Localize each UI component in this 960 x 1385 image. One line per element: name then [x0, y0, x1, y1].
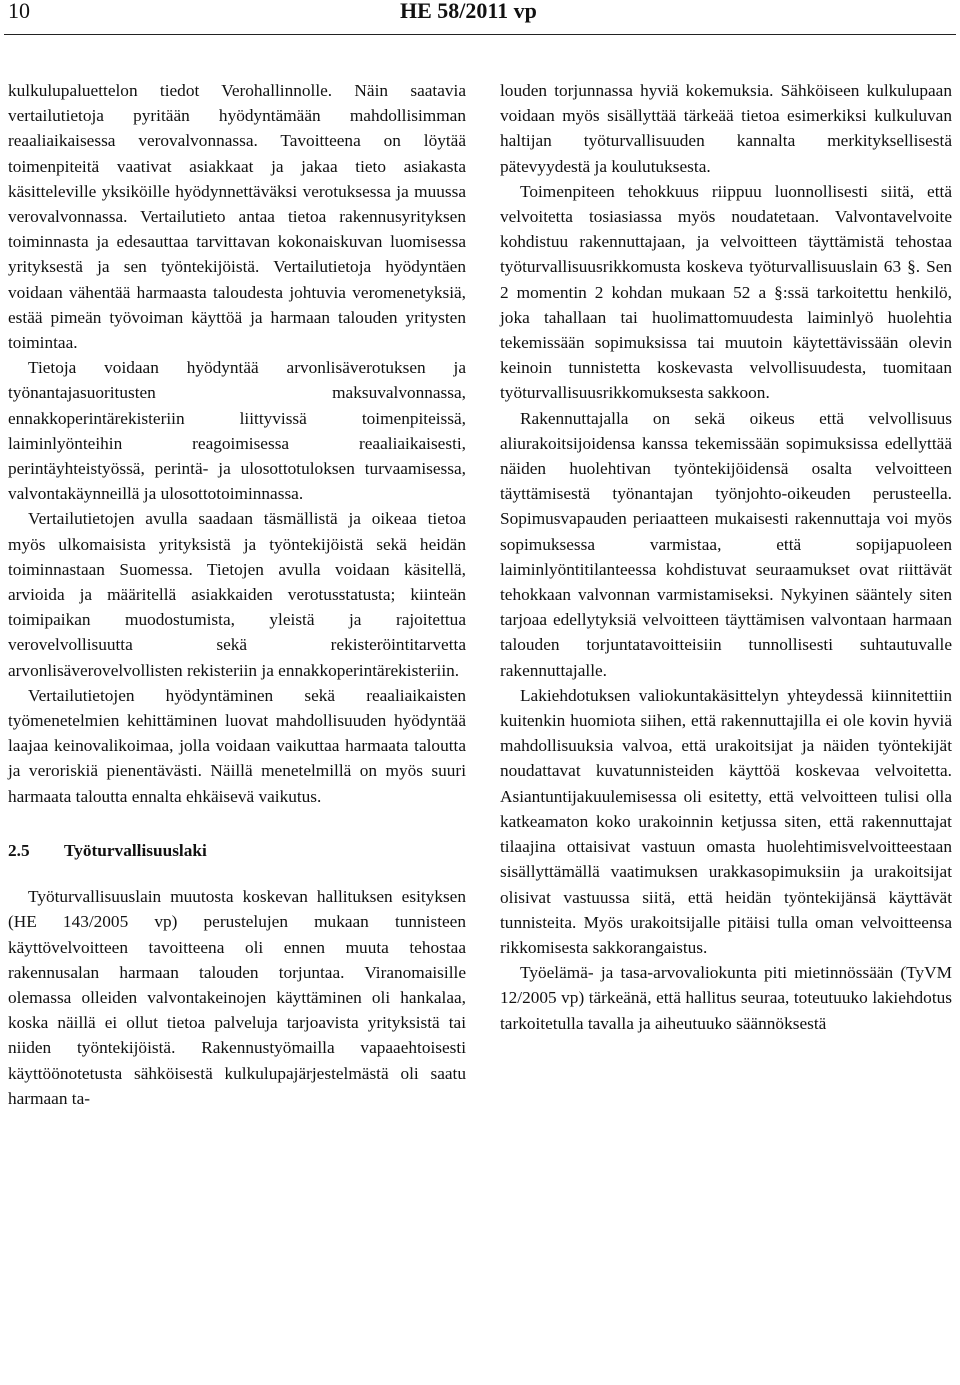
- document-id: HE 58/2011 vp: [400, 0, 537, 23]
- paragraph: Työelämä- ja tasa-arvovaliokunta piti mietinnössään (TyVM 12/2005 vp) tärkeänä, että hallitus seuraa, toteutuuko lakiehdotus tarkoitetulla tavalla ja aiheutuuko säännöksestä: [500, 963, 952, 1033]
- paragraph: Työturvallisuuslain muutosta koskevan hallituksen esityksen (HE 143/2005 vp) perustelujen mukaan tunnisteen käyttövelvoitteen tavoitteena oli ennen muuta tehostaa rakennusalan harmaan talouden torjuntaa. Viranomaisille olemassa olleiden valvontakeinojen käyttäminen oli hankalaa, koska näillä ei ollut tietoa palveluja tarjoavista yrityksistä tai niiden työntekijöistä. Rakennustyömailla vapaaehtoisesti käyttöönotetusta sähköisestä kulkulupajärjestelmästä oli saatu harmaan ta-: [8, 887, 466, 1108]
- paragraph: Rakennuttajalla on sekä oikeus että velvollisuus aliurakoitsijoidensa kanssa tekemissään sopimuksissa edellyttää näiden huolehtivan työntekijöidensä osalta velvoitteen täyttämisestä työnantajan työnjohto-oikeuden perusteella. Sopimusvapauden periaatteen mukaisesti rakennuttaja voi myös sopimuksessa varmistaa, että sopijapuoleen laiminlyöntitilanteessa kohdistuvat seuraamukset ovat riittävät tehokkaan valvonnan varmistamiseksi. Nykyinen sääntely siten tarjoaa edellytyksiä velvoitteen täyttämisen valvontaan harmaan talouden torjuntatavoitteisiin tunnollisesti suhtautuvalle rakennuttajalle.: [500, 408, 952, 680]
- header-rule: [4, 34, 956, 35]
- section-title: Työturvallisuuslaki: [64, 840, 207, 860]
- paragraph: Vertailutietojen hyödyntäminen sekä reaaliaikaisten työmenetelmien kehittäminen luovat mahdollisuuden hyödyntää laajaa keinovalikoimaa, jolla voidaan vaikuttaa harmaata taloutta ja veroriskiä pienentävästi. Näillä menetelmillä on myös suuri harmaata taloutta ennalta ehkäisevä vaikutus.: [8, 685, 466, 806]
- paragraph: Toimenpiteen tehokkuus riippuu luonnollisesti siitä, että velvoitetta tosiasiassa myös noudatetaan. Valvontavelvoite kohdistuu rakennuttajaan, ja velvoitteen täyttämistä tehostaa työturvallisuusrikkomusta koskeva työturvallisuuslain 63 §. Sen 2 momentin 2 kohdan mukaan 52 a §:ssä tarkoitettu henkilö, joka tahallaan tai huolimattomuudesta laiminlyö huolehtia tekemissään sopimuksissa tai muutoin käytettävissään olevin keinoin tunnistetta koskevasta velvollisuudesta, tuomitaan työturvallisuusrikkomuksesta sakkoon.: [500, 181, 952, 403]
- paragraph: Vertailutietojen avulla saadaan täsmällistä ja oikeaa tietoa myös ulkomaisista yrityksistä ja työntekijöistä sekä heidän toiminnastaan Suomessa. Tietojen avulla voidaan käsitellä, arvioida ja määritellä asiakkaiden verotusstatusta; kiinteän toimipaikan muodostumista, yleistä ja rajoitettua verovelvollisuutta sekä rekisteröintitarvetta arvonlisäverovelvollisten rekisteriin ja ennakkoperintärekisteriin.: [8, 509, 466, 680]
- paragraph: Tietoja voidaan hyödyntää arvonlisäverotuksen ja työnantajasuoritusten maksuvalvonnassa, ennakkoperintärekisteriin liittyvissä toimenpiteissä, laiminlyönteihin reagoimisessa reaaliaikaisesti, perintäyhteistyössä, perintä- ja ulosottotuloksen turvaamisessa, valvontakäynneillä ja ulosottotoiminnassa.: [8, 358, 466, 504]
- paragraph: Lakiehdotuksen valiokuntakäsittelyn yhteydessä kiinnitettiin kuitenkin huomiota siihen, että rakennuttajilla ei ole kovin hyviä mahdollisuuksia valvoa, että urakoitsijat ja näiden työntekijät noudattavat kuvatunnisteiden käyttöä koskevaa velvoitetta. Asiantuntijakuulemisessa oli esitetty, että velvoitteen tulisi olla katkeamaton koko urakoinnin ketjussa siten, että rakennuttajat tilaajina ottaisivat vastuun omasta huolehtimisvelvoitteestaan sisällyttämällä vaatimuksen urakkasopimuksiin ja urakoitsijat olisivat vastuussa siitä, että heidän työntekijänsä käyttävät tunnisteita. Myös urakoitsijalle pitäisi tulla oman velvoitteensa rikkomisesta sakkorangaistus.: [500, 685, 952, 957]
- paragraph: kulkulupaluettelon tiedot Verohallinnolle. Näin saatavia vertailutietoja pyritään hyödyntämään mahdollisimman reaaliaikaisessa verovalvonnassa. Tavoitteena on löytää toimenpiteitä vaativat asiakkaat ja jakaa tieto asiakasta käsitteleville yksiköille hyödynnettäväksi verotuksessa ja muussa verovalvonnassa. Vertailutieto antaa tietoa rakennusyrityksen toiminnasta ja edesauttaa tarvittavan kokonaiskuvan luomisessa yrityksestä ja sen työntekijöistä. Vertailutietoja hyödyntäen voidaan vähentää harmaasta taloudesta johtuvia veromenetyksiä, estää pimeän työvoiman käyttöä ja harmaan talouden yritysten toimintaa.: [8, 81, 466, 353]
- left-column: [8, 78, 466, 1111]
- section-heading: [8, 838, 466, 863]
- right-column: [500, 78, 952, 1036]
- paragraph: louden torjunnassa hyviä kokemuksia. Sähköiseen kulkulupaan voidaan myös sisällyttää tärkeää tietoa esimerkiksi kulkuluvan haltijan työturvallisuuden kannalta merkityksellisestä pätevyydestä ja koulutuksesta.: [500, 81, 952, 176]
- section-number: 2.5: [8, 840, 30, 860]
- page-number: 10: [8, 0, 30, 23]
